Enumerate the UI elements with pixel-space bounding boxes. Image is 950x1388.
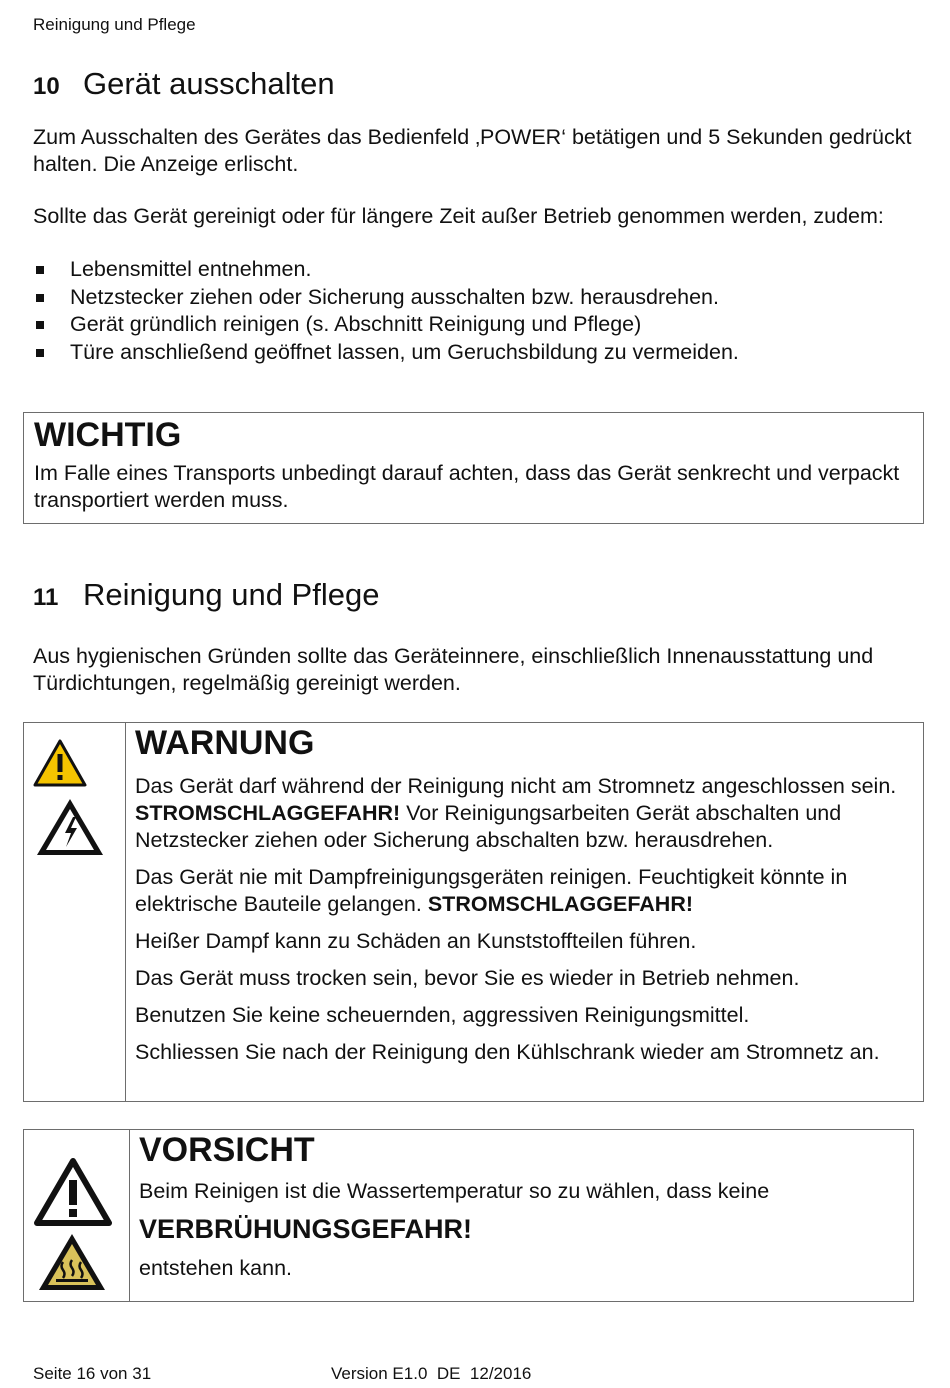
section-number: 10 <box>33 73 60 100</box>
electric-shock-warning-icon <box>35 797 105 857</box>
list-item: Netzstecker ziehen oder Sicherung ausschalten bzw. herausdrehen. <box>33 284 913 312</box>
running-header: Reinigung und Pflege <box>33 15 196 34</box>
page-number: Seite 16 von 31 <box>33 1364 152 1383</box>
caution-line-1: Beim Reinigen ist die Wassertemperatur so zu wählen, dass keine <box>139 1179 770 1203</box>
paragraph: Aus hygienischen Gründen sollte das Geräteinnere, einschließlich Innenausstattung und Türdichtungen, regelmäßig gereinigt werden. <box>33 644 874 695</box>
hazard-label: STROMSCHLAGGEFAHR! <box>135 801 401 825</box>
warning-paragraph: Das Gerät muss trocken sein, bevor Sie es wieder in Betrieb nehmen. <box>135 966 800 990</box>
caution-box <box>23 1129 914 1302</box>
paragraph: Sollte das Gerät gereinigt oder für längere Zeit außer Betrieb genommen werden, zudem: <box>33 204 884 228</box>
section-number: 11 <box>33 584 59 611</box>
list-item: Türe anschließend geöffnet lassen, um Geruchsbildung zu vermeiden. <box>33 339 913 367</box>
bullet-icon <box>36 266 44 274</box>
warning-body <box>135 773 920 1076</box>
paragraph: Zum Ausschalten des Gerätes das Bedienfeld ‚POWER‘ betätigen und 5 Sekunden gedrückt halten. Die Anzeige erlischt. <box>33 125 912 176</box>
warning-paragraph: Schliessen Sie nach der Reinigung den Kühlschrank wieder am Stromnetz an. <box>135 1040 880 1064</box>
warning-paragraph: Benutzen Sie keine scheuernden, aggressiven Reinigungsmittel. <box>135 1003 750 1027</box>
general-warning-icon <box>32 738 88 788</box>
caution-line-2: entstehen kann. <box>139 1256 293 1280</box>
warning-paragraph: Das Gerät nie mit Dampfreinigungsgeräten reinigen. Feuchtigkeit könnte in elektrische Bauteile gelangen. STROMSCHLAGGEFAHR! <box>135 865 848 916</box>
version-label: Version E1.0 DE 12/2016 <box>331 1364 532 1383</box>
important-box <box>23 412 924 524</box>
bullet-icon <box>36 349 44 357</box>
list-item: Lebensmittel entnehmen. <box>33 256 913 284</box>
hazard-label: VERBRÜHUNGSGEFAHR! <box>139 1214 473 1244</box>
important-title: WICHTIG <box>34 416 182 454</box>
warning-icon-column <box>24 723 126 1101</box>
bullet-icon <box>36 321 44 329</box>
bullet-icon <box>36 294 44 302</box>
section-title: Reinigung und Pflege <box>83 577 380 612</box>
list-item: Gerät gründlich reinigen (s. Abschnitt Reinigung und Pflege) <box>33 311 913 339</box>
caution-title: VORSICHT <box>139 1131 315 1169</box>
caution-icon-column <box>24 1130 130 1301</box>
warning-box <box>23 722 924 1102</box>
general-warning-icon <box>34 1158 112 1226</box>
hot-surface-warning-icon <box>37 1232 107 1292</box>
important-text: Im Falle eines Transports unbedingt darauf achten, dass das Gerät senkrecht und verpackt transportiert werden muss. <box>34 461 900 512</box>
warning-paragraph: Das Gerät darf während der Reinigung nicht am Stromnetz angeschlossen sein. STROMSCHLAGGEFAHR! Vor Reinigungsarbeiten Gerät abschalten und Netzstecker ziehen oder Sicherung abschalten bzw. herausdrehen. <box>135 774 897 852</box>
hazard-label: STROMSCHLAGGEFAHR! <box>427 892 694 916</box>
warning-paragraph: Heißer Dampf kann zu Schäden an Kunststoffteilen führen. <box>135 929 697 953</box>
bullet-list <box>33 256 913 366</box>
section-heading-10 <box>33 66 335 105</box>
section-heading-11 <box>33 577 379 616</box>
warning-title: WARNUNG <box>135 724 315 762</box>
section-title: Gerät ausschalten <box>83 66 335 101</box>
